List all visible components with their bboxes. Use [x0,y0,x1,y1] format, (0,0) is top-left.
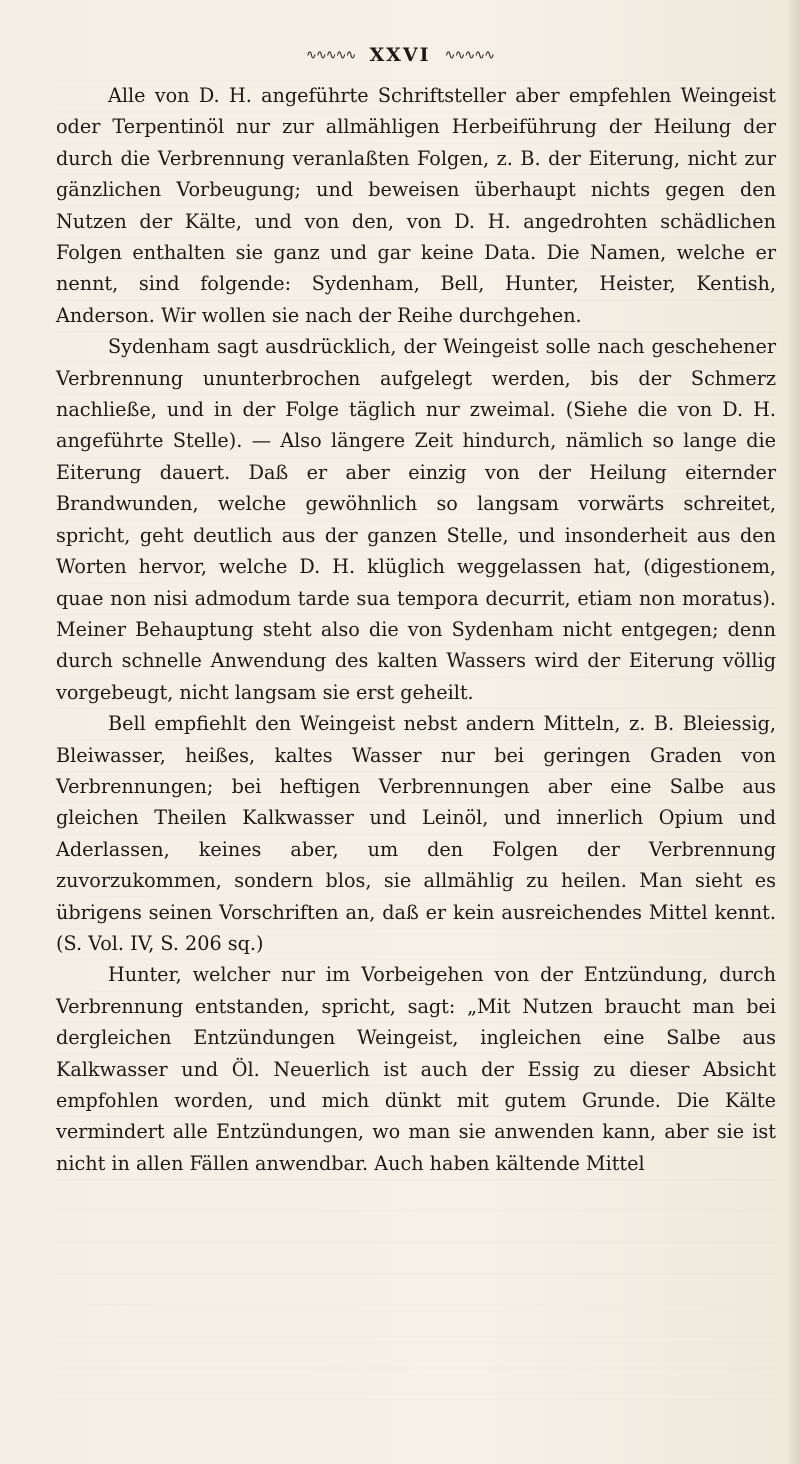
paragraph-bell: Bell empfiehlt den Weingeist nebst andern Mitteln, z. B. Bleiessig, Bleiwasser, heißes, kaltes Wasser nur bei geringen Graden von Verbrennungen; bei heftigen Verbrennungen aber eine Salbe aus gleichen Theilen Kalkwasser und Leinöl, und innerlich Opium und Aderlassen, keines aber, um den Folgen der Verbrennung zuvorzukommen, sondern blos, sie allmählig zu heilen. Man sieht es übrigens seinen Vorschriften an, daß er kein ausreichendes Mittel kennt. (S. Vol. IV, S. 206 sq.) [56,712,776,955]
paragraph-sources: Alle von D. H. angeführte Schriftsteller aber empfehlen Weingeist oder Terpentinöl nur zur allmähligen Herbeiführung der Heilung der durch die Verbrennung veranlaßten Folgen, z. B. der Eiterung, nicht zur gänzlichen Vorbeugung; und beweisen überhaupt nichts gegen den Nutzen der Kälte, und von den, von D. H. angedrohten schädlichen Folgen enthalten sie ganz und gar keine Data. Die Namen, welche er nennt, sind folgende: Sydenham, Bell, Hunter, Heister, Kentish, Anderson. Wir wollen sie nach der Reihe durchgehen. [56,84,776,327]
ornament-right: ∿∿∿∿∿ [444,47,495,63]
ornament-left: ∿∿∿∿∿ [305,47,356,63]
page-number: XXVI [369,44,431,66]
page-edge-shadow [786,0,800,1464]
paragraph-sydenham: Sydenham sagt ausdrücklich, der Weingeist solle nach geschehener Verbrennung ununterbrochen aufgelegt werden, bis der Schmerz nachließe, und in der Folge täglich nur zweimal. (Siehe die von D. H. angeführte Stelle). — Also längere Zeit hindurch, nämlich so lange die Eiterung dauert. Daß er aber einzig von der Heilung eiternder Brandwunden, welche gewöhnlich so langsam vorwärts schreitet, spricht, geht deutlich aus der ganzen Stelle, und insonderheit aus den Worten hervor, welche D. H. klüglich weggelassen hat, (digestionem, quae non nisi admodum tarde sua tempora decurrit, etiam non moratus). Meiner Behauptung steht also die von Sydenham nicht entgegen; denn durch schnelle Anwendung des kalten Wassers wird der Eiterung völlig vorgebeugt, nicht langsam sie erst geheilt. [56,335,776,704]
paragraph-hunter: Hunter, welcher nur im Vorbeigehen von der Entzündung, durch Verbrennung entstanden, spricht, sagt: „Mit Nutzen braucht man bei dergleichen Entzündungen Weingeist, ingleichen eine Salbe aus Kalkwasser und Öl. Neuerlich ist auch der Essig zu dieser Absicht empfohlen worden, und mich dünkt mit gutem Grunde. Die Kälte vermindert alle Entzündungen, wo man sie anwenden kann, aber sie ist nicht in allen Fällen anwendbar. Auch haben kältende Mittel [56,963,776,1175]
running-header [0,40,800,70]
body-text [56,80,776,1179]
